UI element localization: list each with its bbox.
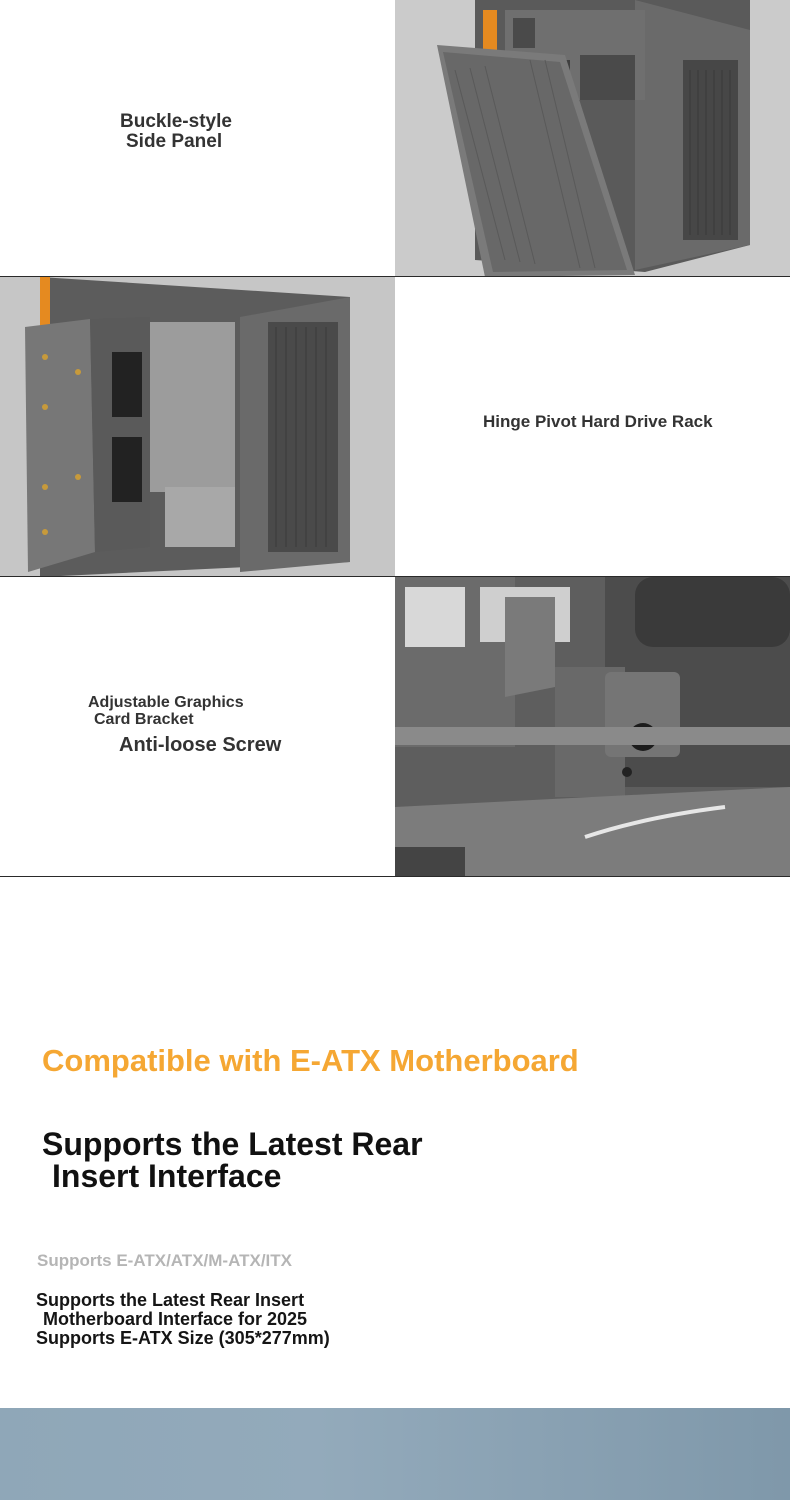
side-panel-photo (395, 0, 790, 276)
pc-case-hinge-drive-rack-illustration (0, 277, 395, 576)
form-factor-list: Supports E-ATX/ATX/M-ATX/ITX (37, 1251, 292, 1270)
anti-loose-screw-label: Anti-loose Screw (119, 734, 282, 756)
motherboard-compatibility-section (0, 878, 790, 1408)
feature-row-drive-rack (0, 277, 790, 577)
feature-row-side-panel (0, 0, 790, 277)
side-panel-text-cell (0, 0, 395, 276)
next-section-image-strip (0, 1408, 790, 1500)
gpu-bracket-screw-illustration (395, 577, 790, 876)
compat-details: Supports the Latest Rear Insert Motherboard Interface for 2025 Supports E-ATX Size (305*277mm) (36, 1290, 330, 1348)
pc-case-side-panel-illustration (395, 0, 790, 276)
side-panel-label: Buckle-style Side Panel (120, 111, 232, 152)
gpu-bracket-text-cell (0, 577, 395, 876)
compat-subtitle: Supports the Latest Rear Insert Interface (42, 1126, 423, 1194)
compat-title: Compatible with E-ATX Motherboard (42, 1043, 579, 1078)
drive-rack-label: Hinge Pivot Hard Drive Rack (483, 412, 713, 431)
drive-rack-text-cell (395, 277, 790, 576)
drive-rack-photo (0, 277, 395, 576)
gpu-bracket-label: Adjustable Graphics Card Bracket (88, 694, 244, 728)
feature-row-gpu-bracket (0, 577, 790, 877)
gpu-bracket-photo (395, 577, 790, 876)
